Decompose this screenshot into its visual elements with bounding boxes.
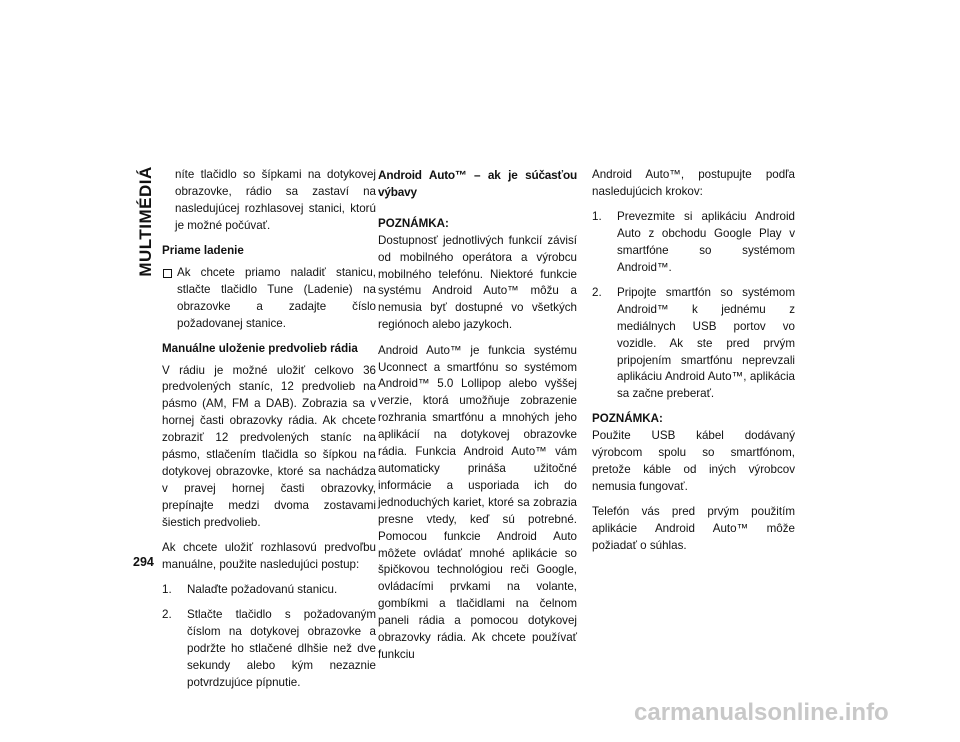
- list-number: 2.: [592, 285, 602, 299]
- column-2: [378, 167, 577, 672]
- note-text: Použite USB kábel dodávaný výrobcom spolu so smartfónom, pretože káble od iných výrobcov nemusia fungovať.: [592, 429, 795, 493]
- page-number: 294: [133, 555, 154, 569]
- heading-manual-presets: Manuálne uloženie predvolieb rádia: [162, 341, 358, 355]
- section-tab: [136, 165, 156, 277]
- paragraph-android-auto: Android Auto™ je funkcia systému Uconnect a smartfónu so systémom Android™ 5.0 Lollipop alebo vyššej verzie, ktorá umožňuje zobrazenie rozhrania smartfónu a mnohých jeho aplikácií na dotykovej obrazovke rádia. Funkcia Android Auto™ vám automaticky prináša užitočné informácie a usporiada ich do jednoduchých kariet, ktoré sa zobrazia presne vtedy, keď sú potrebné. Pomocou funkcie Android Auto môžete ovládať mnohé aplikácie so špičkovou technológiou reči Google, ovládacími prvkami na volante, gombíkmi a tlačidlami na čelnom paneli rádia a pomocou dotykovej obrazovky rádia. Ak chcete používať funkciu: [378, 343, 577, 661]
- note-label: POZNÁMKA:: [592, 412, 663, 426]
- list-item: [162, 607, 376, 692]
- list-text: Nalaďte požadovanú stanicu.: [187, 583, 338, 597]
- list-text: Pripojte smartfón so systémom Android™ k jednému z mediálnych USB portov vo vozidle. Ak ste pred prvým pripojením smartfónu neprevzali aplikáciu Android Auto™, aplikácia sa začne preberať.: [617, 285, 795, 401]
- heading-direct-tuning: Priame ladenie: [162, 244, 244, 258]
- watermark: carmanualsonline.info: [634, 699, 889, 726]
- continued-paragraph: níte tlačidlo so šípkami na dotykovej obrazovke, rádio sa zastaví na nasledujúcej rozhlasovej stanici, ktorú je možné počúvať.: [175, 168, 376, 232]
- list-number: 2.: [162, 608, 172, 622]
- heading-android-auto: Android Auto™ – ak je súčasťou výbavy: [378, 168, 577, 199]
- column-1: [162, 167, 376, 700]
- note-label: POZNÁMKA:: [378, 216, 449, 230]
- column-3: [592, 167, 795, 564]
- section-tab-label: MULTIMÉDIÁ: [135, 165, 155, 277]
- paragraph-steps-intro: Android Auto™, postupujte podľa nasledujúcich krokov:: [592, 168, 795, 198]
- paragraph-procedure: Ak chcete uložiť rozhlasovú predvoľbu manuálne, použite nasledujúci postup:: [162, 541, 376, 572]
- note-text: Dostupnosť jednotlivých funkcií závisí od mobilného operátora a výrobcu mobilného telefónu. Niektoré funkcie systému Android Auto™ môžu a nemusia byť dostupné vo všetkých regiónoch alebo jazykoch.: [378, 233, 577, 332]
- list-text: Stlačte tlačidlo s požadovaným číslom na dotykovej obrazovke a podržte ho stlačené dlhšie než dve sekundy alebo kým nezaznie potvrdzujúce pípnutie.: [187, 608, 376, 689]
- list-number: 1.: [592, 210, 602, 224]
- list-item: [592, 285, 795, 403]
- list-item: [162, 582, 376, 599]
- bullet-item: [162, 265, 376, 333]
- list-text: Prevezmite si aplikáciu Android Auto z obchodu Google Play v smartfóne so systémom Android™.: [617, 210, 795, 275]
- list-item: [592, 209, 795, 277]
- paragraph-consent: Telefón vás pred prvým použitím aplikácie Android Auto™ môže požiadať o súhlas.: [592, 505, 795, 553]
- square-bullet-icon: [163, 269, 172, 278]
- bullet-text: Ak chcete priamo naladiť stanicu, stlačte tlačidlo Tune (Ladenie) na obrazovke a zadajte číslo požadovanej stanice.: [177, 266, 376, 330]
- paragraph-presets: V rádiu je možné uložiť celkovo 36 predvolených staníc, 12 predvolieb na pásmo (AM, FM a DAB). Zobrazia sa v hornej časti obrazovky rádia. Ak chcete zobraziť 12 predvolených staníc na pásmo, stlačením tlačidla so šípkou na dotykovej obrazovke, ktoré sa nachádza v pravej hornej časti obrazovky, prepínajte medzi dvoma zostavami šiestich predvolieb.: [162, 363, 376, 529]
- list-number: 1.: [162, 583, 172, 597]
